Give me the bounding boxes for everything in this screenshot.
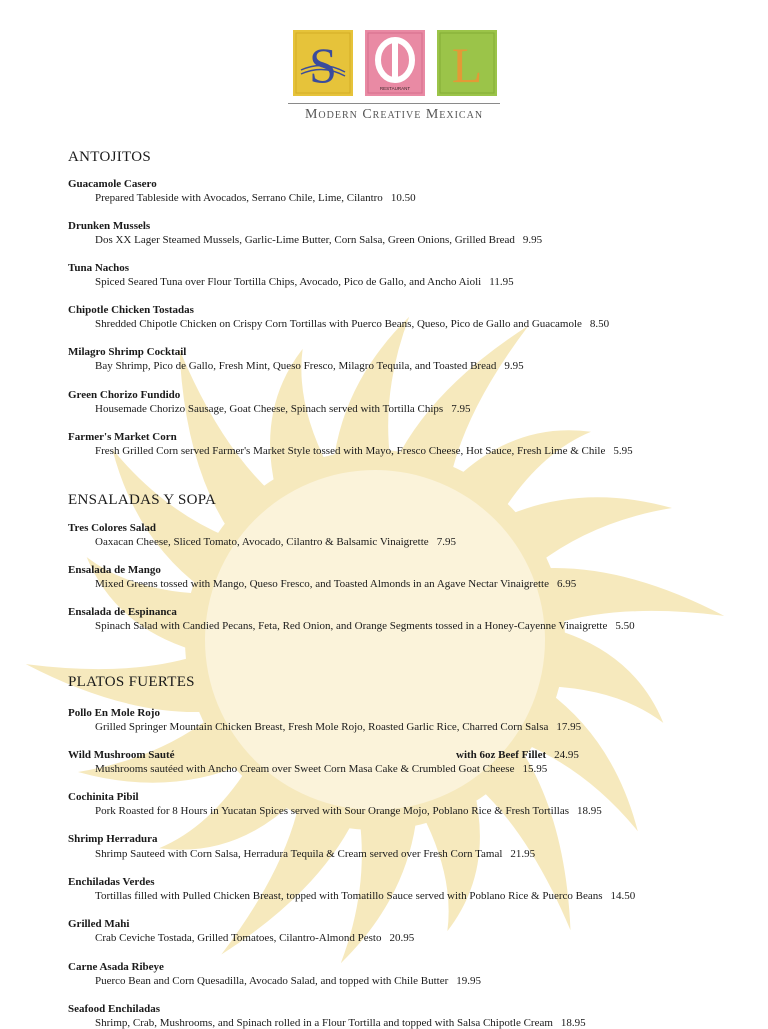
menu-item-name: Ensalada de Mango [68, 564, 161, 576]
menu-item-price: 9.95 [504, 360, 524, 372]
menu-item-description: Housemade Chorizo Sausage, Goat Cheese, Spinach served with Tortilla Chips 7.95 [95, 403, 471, 415]
menu-item-name: Green Chorizo Fundido [68, 389, 181, 401]
menu-item-price: 18.95 [560, 1017, 586, 1029]
svg-text:L: L [451, 37, 483, 93]
menu-item-price: 5.50 [615, 620, 635, 632]
section-title-platos-fuertes: PLATOS FUERTES [68, 674, 195, 690]
menu-item-description: Crab Ceviche Tostada, Grilled Tomatoes, Cilantro-Almond Pesto 20.95 [95, 932, 415, 944]
menu-item-price: 5.95 [613, 445, 633, 457]
menu-item-name: Wild Mushroom Sauté [68, 749, 175, 761]
menu-item-name: Chipotle Chicken Tostadas [68, 304, 194, 316]
section-title-antojitos: ANTOJITOS [68, 149, 151, 165]
menu-item-name: Guacamole Casero [68, 178, 157, 190]
logo-tile-o [365, 30, 425, 96]
svg-text:RESTAURANT: RESTAURANT [379, 86, 411, 91]
menu-item-name: Carne Asada Ribeye [68, 961, 164, 973]
menu-item-description: Prepared Tableside with Avocados, Serrano Chile, Lime, Cilantro 10.50 [95, 192, 416, 204]
menu-item-price: 10.50 [390, 192, 416, 204]
menu-item-price: 9.95 [522, 234, 543, 246]
menu-item-name: Seafood Enchiladas [68, 1003, 160, 1015]
menu-item-description: Tortillas filled with Pulled Chicken Breast, topped with Tomatillo Sauce served with Poblano Rice & Puerco Beans 14.50 [95, 890, 636, 902]
sun-ray [333, 317, 409, 465]
menu-item-name: Pollo En Mole Rojo [68, 707, 160, 719]
menu-item-price: 14.50 [610, 890, 636, 902]
menu-item-name: Cochinita Pibil [68, 791, 139, 803]
menu-item-description: Shrimp, Crab, Mushrooms, and Spinach rolled in a Flour Tortilla and topped with Salsa Chipotle Cream 18.95 [95, 1017, 586, 1029]
menu-item-name: Farmer's Market Corn [68, 431, 177, 443]
menu-item-description: Spiced Seared Tuna over Flour Tortilla Chips, Avocado, Pico de Gallo, and Ancho Aioli 11.95 [95, 276, 514, 288]
menu-item-price: 20.95 [389, 932, 415, 944]
menu-item-price: 17.95 [556, 721, 582, 733]
section-title-ensaladas: ENSALADAS Y SOPA [68, 492, 217, 508]
sun-ray [540, 568, 724, 624]
logo-tagline: Modern Creative Mexican [304, 107, 484, 122]
menu-item-name: Tres Colores Salad [68, 522, 157, 534]
logo-divider [288, 103, 500, 104]
menu-item-addon: with 6oz Beef Fillet 24.95 [456, 749, 579, 761]
menu-item-description: Oaxacan Cheese, Sliced Tomato, Avocado, Cilantro & Balsamic Vinaigrette 7.95 [95, 536, 456, 548]
menu-item-name: Milagro Shrimp Cocktail [68, 346, 187, 358]
restaurant-logo [284, 27, 504, 127]
menu-item-name: Grilled Mahi [68, 918, 130, 930]
menu-item-price: 8.50 [589, 318, 610, 330]
menu-item-description: Shredded Chipotle Chicken on Crispy Corn Tortillas with Puerco Beans, Queso, Pico de Gallo and Guacamole 8.50 [95, 318, 610, 330]
menu-item-description: Bay Shrimp, Pico de Gallo, Fresh Mint, Queso Fresco, Milagro Tequila, and Toasted Bread 9.95 [95, 360, 524, 372]
menu-item-price: 6.95 [556, 578, 577, 590]
menu-item-description: Pork Roasted for 8 Hours in Yucatan Spices served with Sour Orange Mojo, Poblano Rice & Fresh Tortillas 18.95 [95, 805, 602, 817]
menu-item-name: Tuna Nachos [68, 262, 130, 274]
menu-item-name: Enchiladas Verdes [68, 876, 155, 888]
svg-text:S: S [309, 37, 337, 93]
menu-item-name: Ensalada de Espinanca [68, 606, 177, 618]
menu-item-price: 7.95 [436, 536, 456, 548]
menu-item-price: 19.95 [456, 975, 481, 987]
menu-item-price: 15.95 [522, 763, 548, 775]
menu-item-description: Puerco Bean and Corn Quesadilla, Avocado Salad, and topped with Chile Butter 19.95 [95, 975, 481, 987]
menu-item-description: Spinach Salad with Candied Pecans, Feta, Red Onion, and Orange Segments tossed in a Honey-Cayenne Vinaigrette 5.50 [95, 620, 635, 632]
logo-tile-s [293, 30, 353, 96]
menu-item-description: Grilled Springer Mountain Chicken Breast, Fresh Mole Rojo, Roasted Garlic Rice, Charred Corn Salsa 17.95 [95, 721, 582, 733]
menu-item-name: Drunken Mussels [68, 220, 151, 232]
menu-item-name: Shrimp Herradura [68, 833, 158, 845]
menu-item-description: Fresh Grilled Corn served Farmer's Market Style tossed with Mayo, Fresco Cheese, Hot Sauce, Fresh Lime & Chile 5.95 [95, 445, 633, 457]
menu-item-addon-price: 24.95 [554, 749, 579, 761]
menu-item-price: 11.95 [489, 276, 514, 288]
menu-item-description: Mixed Greens tossed with Mango, Queso Fresco, and Toasted Almonds in an Agave Nectar Vinaigrette 6.95 [95, 578, 577, 590]
menu-item-price: 7.95 [451, 403, 471, 415]
menu-item-price: 18.95 [577, 805, 602, 817]
menu-item-description: Dos XX Lager Steamed Mussels, Garlic-Lime Butter, Corn Salsa, Green Onions, Grilled Bread 9.95 [95, 234, 543, 246]
menu-item-price: 21.95 [510, 848, 536, 860]
logo-tile-l [437, 30, 497, 96]
menu-item-description: Mushrooms sautéed with Ancho Cream over Sweet Corn Masa Cake & Crumbled Goat Cheese 15.95 [95, 763, 548, 775]
menu-item-description: Shrimp Sauteed with Corn Salsa, Herradura Tequila & Cream served over Fresh Corn Tamal 21.95 [95, 848, 536, 860]
